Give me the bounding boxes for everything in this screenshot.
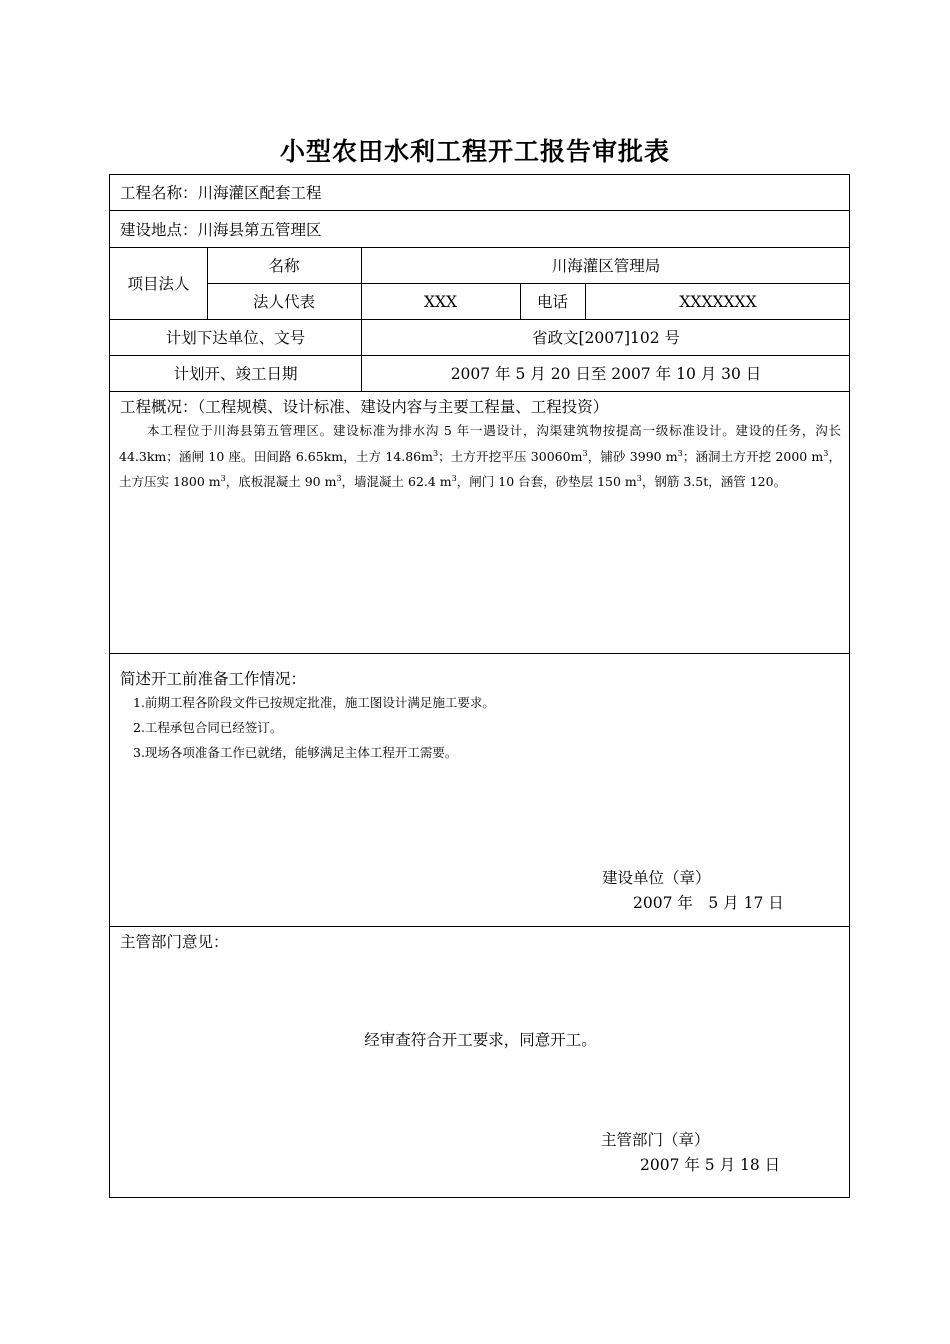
schedule-label: 计划开、竣工日期: [173, 365, 298, 383]
authority-seal: 主管部门（章）: [601, 1131, 710, 1149]
row-divider: [110, 926, 849, 927]
row-divider: [110, 319, 849, 320]
row-divider: [110, 391, 849, 392]
schedule-value: 2007 年 5 月 20 日至 2007 年 10 月 30 日: [450, 365, 762, 383]
construction-unit-seal: 建设单位（章）: [602, 869, 711, 887]
row-divider: [207, 283, 849, 284]
name-value: 川海灌区管理局: [551, 257, 661, 275]
form-title: 小型农田水利工程开工报告审批表: [279, 137, 670, 166]
approval-form-table: [109, 174, 850, 1198]
authority-date: 2007 年 5 月 18 日: [640, 1156, 781, 1174]
plan-unit-label: 计划下达单位、文号: [165, 329, 306, 347]
phone-value: XXXXXXX: [679, 293, 757, 311]
row-divider: [110, 355, 849, 356]
row-divider: [110, 210, 849, 211]
preparation-heading: 简述开工前准备工作情况：: [120, 670, 307, 688]
preparation-item: 3.现场各项准备工作已就绪，能够满足主体工程开工需要。: [133, 745, 458, 760]
construction-location: 建设地点：川海县第五管理区: [120, 221, 322, 239]
overview-text: 本工程位于川海县第五管理区。建设标准为排水沟 5 年一遇设计，沟渠建筑物按提高一级标准设计。建设的任务，沟长 44.3km；涵闸 10 座。田间路 6.65km，土方 $14.86m^3$；土方开挖平压 $30060m^3$，铺砂 3990 $m^3$；涵洞土方开挖 2000 $m^3$，土方压实 1800 $m^3$，底板混凝土 90 $m^3$，墙混凝土 62.4 $m^3$，闸门 10 台套，砂垫层 150 $m^3$，钢筋 3.5t，涵管 120。: [119, 423, 841, 489]
row-divider: [110, 247, 849, 248]
approval-opinion: 经审查符合开工要求，同意开工。: [364, 1031, 597, 1049]
plan-unit-value: 省政文[2007]102 号: [531, 329, 681, 347]
legal-rep-value: XXX: [423, 293, 458, 311]
project-name: 工程名称：川海灌区配套工程: [120, 184, 322, 202]
name-label: 名称: [268, 257, 300, 275]
overview-heading: 工程概况：（工程规模、设计标准、建设内容与主要工程量、工程投资）: [120, 398, 609, 416]
preparation-item: 1.前期工程各阶段文件已按规定批准，施工图设计满足施工要求。: [133, 695, 495, 710]
preparation-item: 2.工程承包合同已经签订。: [133, 720, 283, 735]
legal-person-label: 项目法人: [127, 275, 190, 293]
construction-unit-date: 2007 年 5 月 17 日: [633, 894, 784, 912]
approval-heading: 主管部门意见：: [120, 933, 229, 951]
row-divider: [110, 653, 849, 654]
phone-label: 电话: [536, 293, 568, 311]
legal-rep-label: 法人代表: [252, 293, 315, 311]
